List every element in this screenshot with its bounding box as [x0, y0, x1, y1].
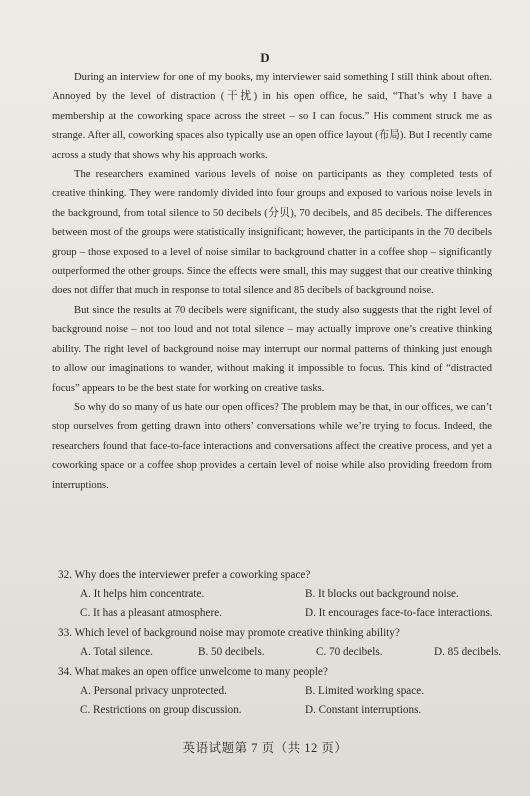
option-d: D. Constant interruptions. — [305, 704, 422, 716]
option-b: B. 50 decibels. — [198, 646, 265, 658]
question-stem: 34. What makes an open office unwelcome to many people? — [58, 666, 328, 678]
question-list — [58, 566, 502, 721]
option-a: A. Personal privacy unprotected. — [80, 685, 227, 697]
option-group — [80, 643, 502, 662]
passage-paragraph: The researchers examined various levels of noise on participants as they completed tests of creative thinking. They were randomly divided into four groups and exposed to various noise levels in the background, from total silence to 50 decibels (分贝), 70 decibels, and 85 decibels. The differences between most of the groups were statistically insignificant; however, the participants in the 70 decibels group – those exposed to a level of noise similar to background chatter in a coffee shop – significantly outperformed the other groups. Since the effects were small, this may suggest that our creative thinking does not differ that much in response to total silence and 85 decibels of background noise. — [52, 169, 492, 297]
question-stem: 32. Why does the interviewer prefer a coworking space? — [58, 569, 311, 581]
option-b: B. Limited working space. — [305, 685, 424, 697]
passage-paragraph: So why do so many of us hate our open offices? The problem may be that, in our offices, we can’t stop ourselves from getting drawn into others’ conversations while we’re trying to focus. Indeed, the researchers found that face-to-face interactions and conversations affect the creative process, and yet a coworking space or a coffee shop provides a certain level of noise while also providing freedom from interruptions. — [52, 401, 492, 491]
question-stem: 33. Which level of background noise may promote creative thinking ability? — [58, 627, 400, 639]
section-label: D — [260, 50, 270, 65]
passage-paragraph: But since the results at 70 decibels were significant, the study also suggests that the right level of background noise – not too loud and not total silence – may actually improve one’s creative thinking ability. The right level of background noise may interrupt our normal patterns of thinking just enough to allow our imaginations to wander, without making it impossible to focus. This kind of “distracted focus” appears to be the best state for working on creative tasks. — [52, 304, 492, 394]
question-32 — [58, 566, 498, 623]
option-b: B. It blocks out background noise. — [305, 588, 459, 600]
passage-paragraph: During an interview for one of my books, my interviewer said something I still think about often. Annoyed by the level of distraction (干扰) in his open office, he said, “That’s why I have a membership at the coworking space across the street – so I can focus.” His comment struck me as strange. After all, coworking spaces also typically use an open office layout (布局). But I recently came across a study that shows why his approach works. — [52, 72, 492, 161]
option-c: C. Restrictions on group discussion. — [80, 704, 242, 716]
option-c: C. 70 decibels. — [316, 646, 383, 658]
page-footer: 英语试题第 7 页（共 12 页） — [182, 741, 348, 755]
option-group — [80, 585, 498, 623]
option-d: D. 85 decibels. — [434, 646, 502, 658]
option-group — [80, 682, 498, 720]
option-a: A. It helps him concentrate. — [80, 588, 205, 600]
option-c: C. It has a pleasant atmosphere. — [80, 607, 222, 619]
question-33 — [58, 624, 502, 662]
reading-passage — [52, 68, 492, 495]
question-34 — [58, 663, 498, 720]
option-d: D. It encourages face-to-face interactions. — [305, 607, 493, 619]
option-a: A. Total silence. — [80, 646, 153, 658]
